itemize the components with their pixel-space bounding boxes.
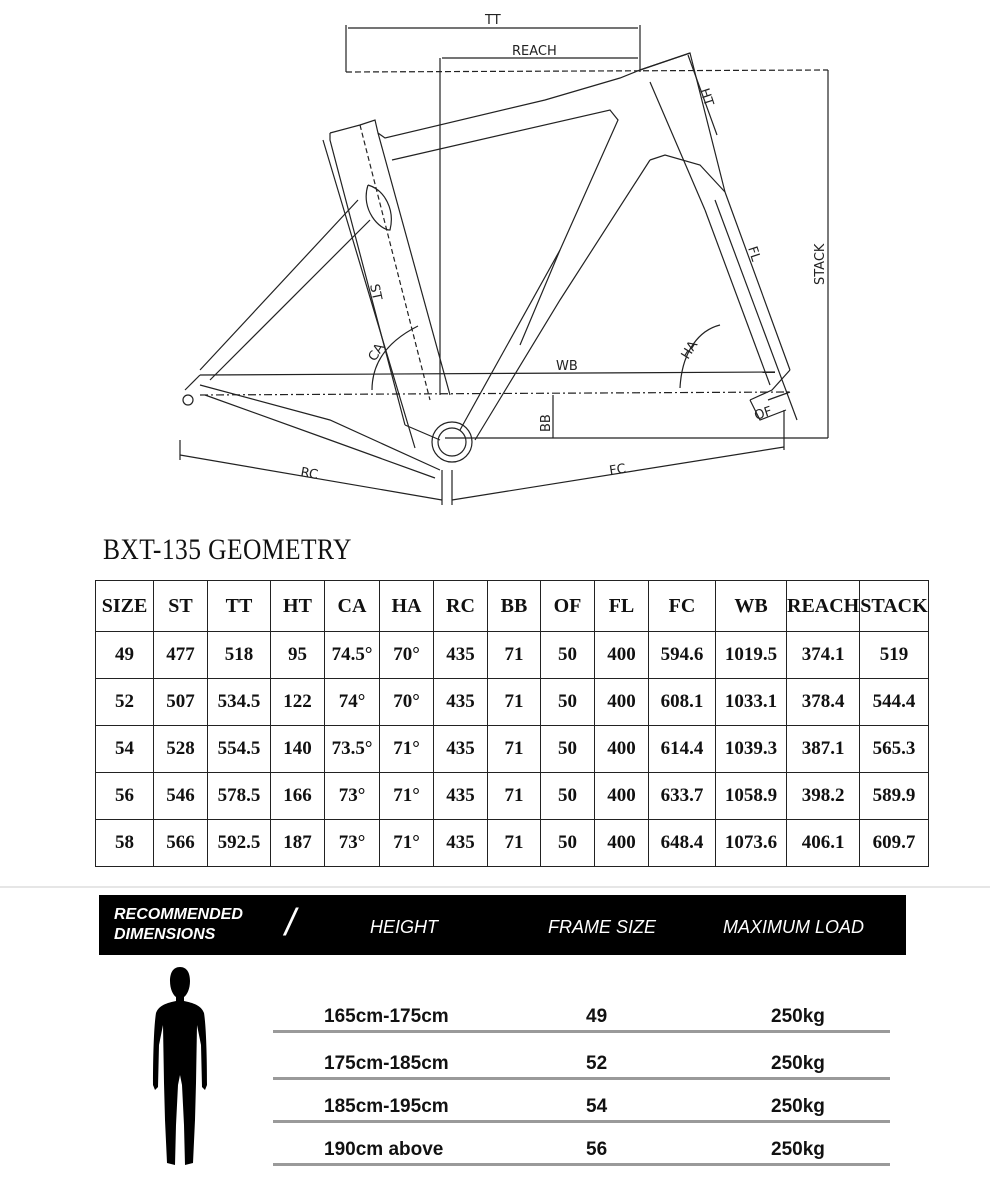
col-height: HEIGHT [370,917,439,937]
col-ht: HT [271,581,325,632]
col-bb: BB [488,581,541,632]
geometry-title: BXT-135 GEOMETRY [103,533,352,566]
recommendation-row [273,1039,890,1080]
table-row [96,679,929,726]
cell-ca: 73° [325,820,380,867]
recommended-title-line1: RECOMMENDED [114,906,243,923]
col-ca: CA [325,581,380,632]
cell-fc: 594.6 [649,632,716,679]
cell-fl: 400 [595,820,649,867]
cell-ca: 73° [325,773,380,820]
cell-ha: 71° [380,726,434,773]
cell-size: 54 [96,726,154,773]
slash-divider: / [285,902,296,944]
cell-tt: 534.5 [208,679,271,726]
recommended-title [114,905,243,945]
label-fl: FL [744,244,764,264]
label-st: ST [366,282,385,302]
cell-fl: 400 [595,773,649,820]
cell-ht: 140 [271,726,325,773]
recommended-dimensions-header [99,895,906,955]
cell-reach: 398.2 [787,773,860,820]
cell-of: 50 [541,726,595,773]
dimension-labels [299,13,828,483]
cell-bb: 71 [488,679,541,726]
cell-wb: 1019.5 [716,632,787,679]
table-row [96,820,929,867]
cell-ht: 166 [271,773,325,820]
cell-reach: 374.1 [787,632,860,679]
cell-stack: 589.9 [860,773,928,820]
cell-fl: 400 [595,679,649,726]
cell-rc: 435 [434,820,488,867]
label-fc: FC [608,461,627,479]
cell-st: 566 [154,820,208,867]
rec-max-load: 250kg [771,1006,825,1027]
recommendation-row [273,992,890,1033]
cell-tt: 578.5 [208,773,271,820]
cell-rc: 435 [434,679,488,726]
cell-ca: 74° [325,679,380,726]
cell-bb: 71 [488,726,541,773]
rec-frame-size: 56 [586,1139,608,1160]
cell-of: 50 [541,679,595,726]
cell-fl: 400 [595,632,649,679]
cell-tt: 554.5 [208,726,271,773]
cell-fc: 614.4 [649,726,716,773]
rec-max-load: 250kg [771,1053,825,1074]
label-stack: STACK [813,243,828,285]
cell-wb: 1073.6 [716,820,787,867]
cell-size: 52 [96,679,154,726]
cell-st: 507 [154,679,208,726]
label-reach: REACH [512,44,557,59]
cell-of: 50 [541,773,595,820]
label-ht: HT [696,86,716,109]
cell-reach: 387.1 [787,726,860,773]
col-reach: REACH [787,581,860,632]
cell-of: 50 [541,820,595,867]
cell-size: 49 [96,632,154,679]
cell-wb: 1058.9 [716,773,787,820]
col-rc: RC [434,581,488,632]
cell-rc: 435 [434,726,488,773]
cell-ht: 187 [271,820,325,867]
geometry-header-row [96,581,929,632]
rec-max-load: 250kg [771,1139,825,1160]
cell-tt: 592.5 [208,820,271,867]
rec-max-load: 250kg [771,1096,825,1117]
cell-bb: 71 [488,773,541,820]
col-max-load: MAXIMUM LOAD [723,917,865,937]
cell-fc: 633.7 [649,773,716,820]
cell-size: 58 [96,820,154,867]
rec-frame-size: 52 [586,1053,608,1074]
cell-reach: 406.1 [787,820,860,867]
cell-ht: 95 [271,632,325,679]
col-ha: HA [380,581,434,632]
rec-height: 175cm-185cm [324,1053,449,1074]
col-fl: FL [595,581,649,632]
recommendation-row [273,1125,890,1166]
label-of: OF [752,404,775,424]
cell-ha: 71° [380,773,434,820]
cell-ca: 74.5° [325,632,380,679]
label-wb: WB [556,359,578,374]
cell-size: 56 [96,773,154,820]
cell-wb: 1039.3 [716,726,787,773]
cell-ha: 70° [380,679,434,726]
rec-frame-size: 54 [586,1096,608,1117]
cell-stack: 519 [860,632,928,679]
label-ha: HA [678,338,702,363]
cell-stack: 609.7 [860,820,928,867]
rec-frame-size: 49 [586,1006,608,1027]
cell-fc: 608.1 [649,679,716,726]
cell-st: 546 [154,773,208,820]
cell-stack: 565.3 [860,726,928,773]
cell-bb: 71 [488,820,541,867]
cell-reach: 378.4 [787,679,860,726]
rec-height: 185cm-195cm [324,1096,449,1117]
col-frame-size: FRAME SIZE [548,917,657,937]
cell-st: 477 [154,632,208,679]
recommended-title-line2: DIMENSIONS [114,926,216,943]
rec-height: 190cm above [324,1139,444,1160]
cell-rc: 435 [434,632,488,679]
label-rc: RC [299,465,320,483]
table-row [96,632,929,679]
recommendation-row [273,1082,890,1123]
col-tt: TT [208,581,271,632]
cell-rc: 435 [434,773,488,820]
cell-ha: 70° [380,632,434,679]
cell-tt: 518 [208,632,271,679]
cell-fl: 400 [595,726,649,773]
cell-fc: 648.4 [649,820,716,867]
cell-bb: 71 [488,632,541,679]
table-row [96,726,929,773]
cell-wb: 1033.1 [716,679,787,726]
label-ca: CA [365,340,388,365]
col-of: OF [541,581,595,632]
col-wb: WB [716,581,787,632]
cell-ht: 122 [271,679,325,726]
cell-ha: 71° [380,820,434,867]
table-row [96,773,929,820]
frame-geometry-diagram [0,0,990,520]
col-st: ST [154,581,208,632]
rec-height: 165cm-175cm [324,1006,449,1027]
label-bb: BB [539,414,554,432]
cell-stack: 544.4 [860,679,928,726]
col-stack: STACK [860,581,928,632]
geometry-table [95,580,929,867]
cell-ca: 73.5° [325,726,380,773]
cell-of: 50 [541,632,595,679]
person-silhouette-icon [145,965,215,1170]
label-tt: TT [485,13,501,28]
bike-frame-drawing [0,0,990,520]
col-fc: FC [649,581,716,632]
section-divider [0,886,990,888]
cell-st: 528 [154,726,208,773]
col-size: SIZE [96,581,154,632]
